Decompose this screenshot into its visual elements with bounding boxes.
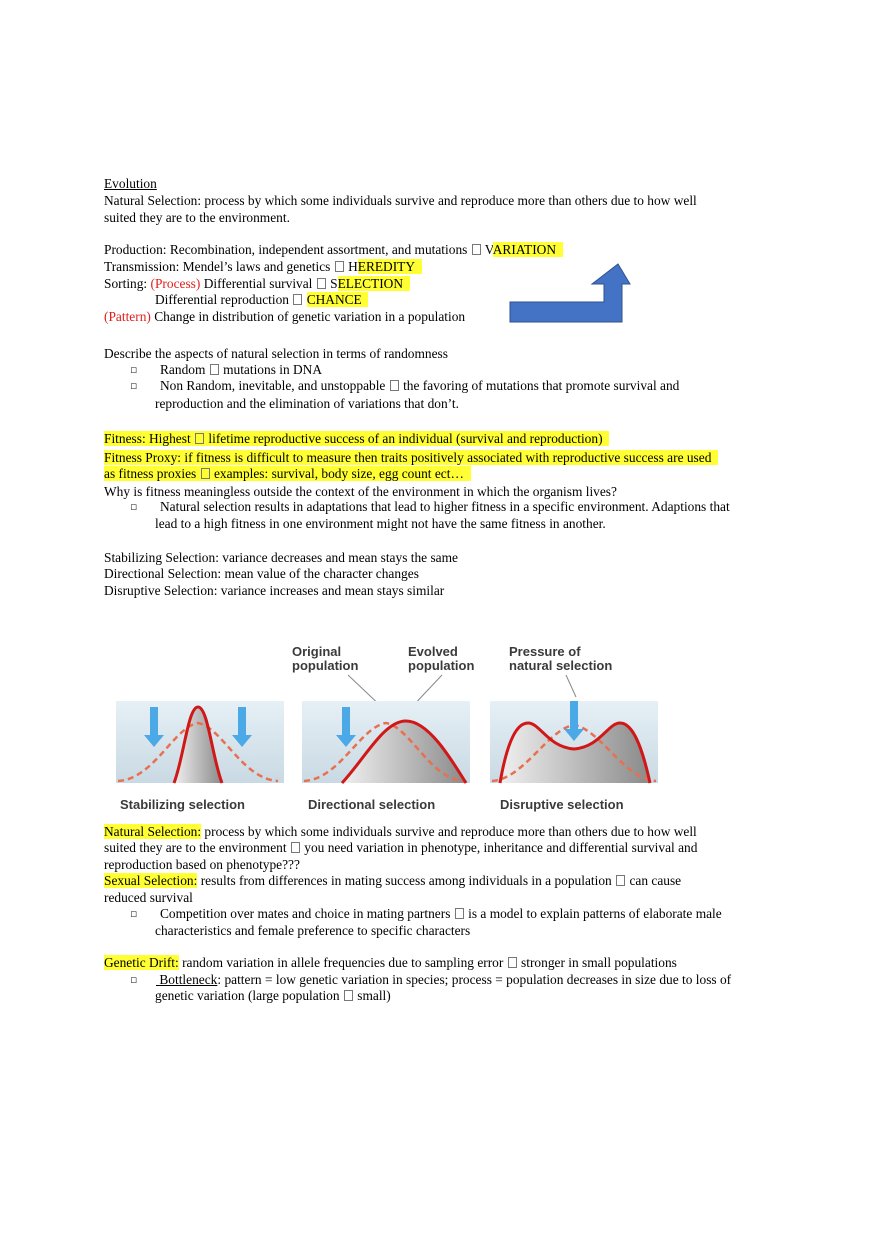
page-title: Evolution <box>104 176 157 191</box>
intro-line-1: Natural Selection: process by which some individuals survive and reproduce more than others due to how well <box>104 193 697 208</box>
transmission-line: Transmission: Mendel’s laws and genetics HEREDITY <box>104 259 422 275</box>
competition-bullet-cont: characteristics and female preference to specific characters <box>155 923 471 938</box>
natural-selection-def-2: suited they are to the environment you need variation in phenotype, inheritance and differential survival and <box>104 840 698 855</box>
disruptive-line: Disruptive Selection: variance increases and mean stays similar <box>104 583 445 598</box>
fitness-question: Why is fitness meaningless outside the context of the environment in which the organism lives? <box>104 484 617 499</box>
production-line: Production: Recombination, independent assortment, and mutations VARIATION <box>104 242 563 258</box>
panel-stabilizing <box>116 701 284 783</box>
arrow-glyph-icon <box>390 380 399 391</box>
heredity-highlight: EREDITY <box>357 259 416 274</box>
arrow-glyph-icon <box>201 468 210 479</box>
arrow-glyph-icon <box>455 908 464 919</box>
label-pressure-2: natural selection <box>509 658 613 673</box>
arrow-glyph-icon <box>472 244 481 255</box>
label-pressure: Pressure of <box>509 644 581 659</box>
arrow-glyph-icon <box>291 842 300 853</box>
label-original: Original <box>292 644 342 659</box>
random-bullet: Random mutations in DNA <box>160 362 323 377</box>
sorting-line: Sorting: (Process) Differential survival SELECTION <box>104 276 410 292</box>
bottleneck-bullet-cont: genetic variation (large population small) <box>155 988 391 1003</box>
variation-highlight: ARIATION <box>492 242 556 257</box>
label-original-2: population <box>292 658 359 673</box>
arrow-glyph-icon <box>210 364 219 375</box>
arrow-glyph-icon <box>508 957 517 968</box>
genetic-drift-term: Genetic Drift: <box>104 955 179 970</box>
natural-selection-def-3: reproduction based on phenotype??? <box>104 857 300 872</box>
directional-line: Directional Selection: mean value of the character changes <box>104 566 419 581</box>
arrow-glyph-icon <box>335 261 344 272</box>
stabilizing-line: Stabilizing Selection: variance decreases and mean stays the same <box>104 550 458 565</box>
caption-directional: Directional selection <box>308 797 436 812</box>
selection-highlight: ELECTION <box>337 276 404 291</box>
reproduction-line: Differential reproduction CHANCE <box>155 292 368 308</box>
bullet-icon: ▫ <box>130 500 138 513</box>
nonrandom-bullet: Non Random, inevitable, and unstoppable the favoring of mutations that promote survival and <box>160 378 680 393</box>
sexual-selection-def: Sexual Selection: results from differences in mating success among individuals in a population can cause <box>104 873 682 888</box>
chance-highlight: CHANCE <box>306 292 362 307</box>
bullet-icon: ▫ <box>130 973 138 986</box>
fitness-proxy-line: Fitness Proxy: if fitness is difficult to measure then traits positively associated with reproductive success are used <box>104 450 718 466</box>
nonrandom-bullet-cont: reproduction and the elimination of variations that don’t. <box>155 396 459 411</box>
bottleneck-term: Bottleneck <box>159 972 218 987</box>
competition-bullet: Competition over mates and choice in mating partners is a model to explain patterns of elaborate male <box>160 906 722 921</box>
arrow-glyph-icon <box>616 875 625 886</box>
fitness-line: Fitness: Highest lifetime reproductive success of an individual (survival and reproduction) <box>104 431 609 447</box>
natural-selection-term: Natural Selection: <box>104 824 202 839</box>
fitness-answer-cont: lead to a high fitness in one environment might not have the same fitness in another. <box>155 516 606 531</box>
bullet-icon: ▫ <box>130 363 138 376</box>
genetic-drift-def: Genetic Drift: random variation in allele frequencies due to sampling error stronger in small populations <box>104 955 677 970</box>
bottleneck-bullet: Bottleneck: pattern = low genetic variation in species; process = population decreases in size due to loss of <box>156 972 731 988</box>
sexual-selection-def-2: reduced survival <box>104 890 193 905</box>
fitness-proxy-line-2: as fitness proxies examples: survival, body size, egg count ect… <box>104 466 471 482</box>
panel-directional <box>302 701 470 783</box>
label-evolved: Evolved <box>408 644 458 659</box>
selection-figure <box>104 637 664 817</box>
label-evolved-2: population <box>408 658 475 673</box>
intro-line-2: suited they are to the environment. <box>104 210 290 225</box>
natural-selection-def: Natural Selection: process by which some individuals survive and reproduce more than others due to how well <box>104 824 697 839</box>
randomness-question: Describe the aspects of natural selection in terms of randomness <box>104 346 448 361</box>
pattern-line: (Pattern) Change in distribution of genetic variation in a population <box>104 309 466 324</box>
panel-disruptive <box>490 701 658 783</box>
arrow-glyph-icon <box>317 278 326 289</box>
bullet-icon: ▫ <box>130 907 138 920</box>
bent-arrow-icon <box>508 262 632 326</box>
caption-stabilizing: Stabilizing selection <box>120 797 245 812</box>
caption-disruptive: Disruptive selection <box>500 797 624 812</box>
bullet-icon: ▫ <box>130 379 138 392</box>
arrow-glyph-icon <box>195 433 204 444</box>
pointer-line <box>566 675 576 697</box>
arrow-glyph-icon <box>293 294 302 305</box>
fitness-answer: Natural selection results in adaptations that lead to higher fitness in a specific environment. Adaptions that <box>160 499 730 514</box>
arrow-glyph-icon <box>344 990 353 1001</box>
sexual-selection-term: Sexual Selection: <box>104 873 198 888</box>
